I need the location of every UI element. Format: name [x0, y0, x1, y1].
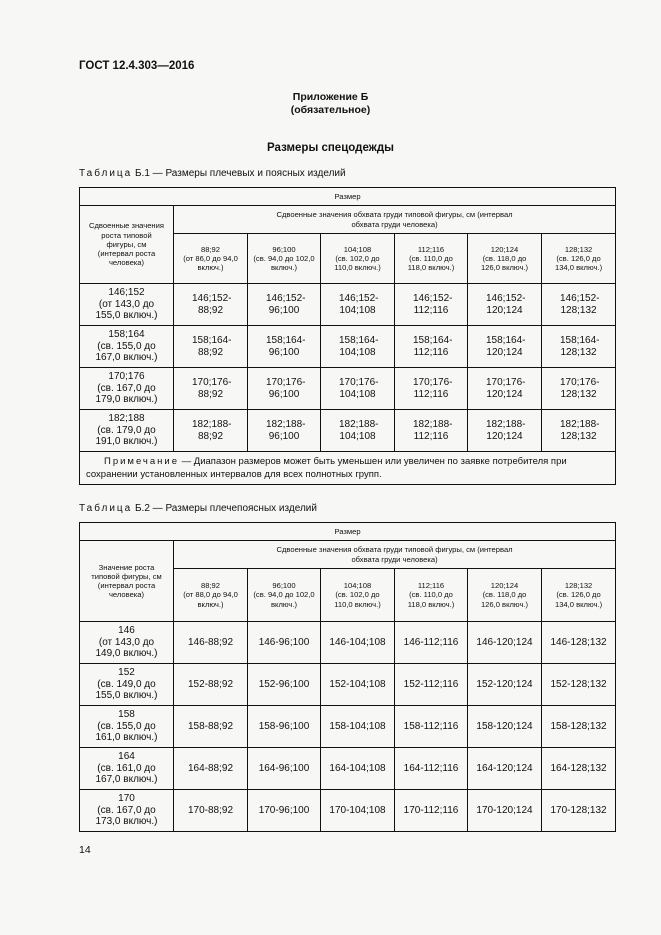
table2-cell: 164-120;124: [468, 748, 542, 790]
table2-cell: 152-120;124: [468, 664, 542, 706]
table2-cell: 152-128;132: [542, 664, 616, 706]
table2-row: [80, 622, 616, 664]
column-range: (св. 102,0 до 110,0 включ.): [334, 590, 381, 609]
table2-cell: 170-120;124: [468, 790, 542, 832]
table1-body: [80, 188, 616, 485]
row-label-range: (от 143,0 до 155,0 включ.): [95, 298, 158, 322]
table1-cell: 158;164-88;92: [174, 326, 248, 368]
table2-row: [80, 664, 616, 706]
row-label-range: (св. 155,0 до 167,0 включ.): [95, 340, 158, 364]
table2-cell: 164-96;100: [248, 748, 321, 790]
table2-row-label: [80, 664, 174, 706]
table1-header-row: [80, 206, 616, 234]
table1-cell: 170;176-104;108: [321, 368, 395, 410]
table1-cell: 158;164-112;116: [395, 326, 468, 368]
table1-cell: 170;176-120;124: [468, 368, 542, 410]
table2-cell: 158-104;108: [321, 706, 395, 748]
table2-cell: 164-88;92: [174, 748, 248, 790]
column-range: (св. 102,0 до 110,0 включ.): [334, 253, 381, 273]
table2-cell: 146-112;116: [395, 622, 468, 664]
table1-cell: 146;152-104;108: [321, 284, 395, 326]
column-range: (св. 126,0 до 134,0 включ.): [554, 590, 603, 609]
table1-caption: [79, 168, 346, 179]
note-prefix: Примечание: [104, 456, 179, 467]
table1-row-label: [80, 368, 174, 410]
table1-row: [80, 284, 616, 326]
column-value: 96;100: [272, 581, 296, 591]
table1-cell: 182;188-112;116: [395, 410, 468, 452]
row-label-range: (от 143,0 до 149,0 включ.): [95, 636, 158, 660]
column-range: (от 88,0 до 94,0 включ.): [183, 590, 238, 609]
column-range: (св. 110,0 до 118,0 включ.): [407, 590, 455, 609]
table1-column-group-header: Сдвоенные значения обхвата груди типовой фигуры, см (интервал обхвата груди человека): [174, 206, 616, 234]
table1-cell: 182;188-128;132: [542, 410, 616, 452]
table2-row-label: [80, 622, 174, 664]
table1-caption-prefix: Таблица: [79, 168, 133, 179]
row-label-range: (св. 149,0 до 155,0 включ.): [95, 678, 158, 702]
table2-column-header: [174, 569, 248, 622]
column-range: (св. 110,0 до 118,0 включ.): [407, 253, 455, 273]
column-value: 120;124: [490, 581, 519, 591]
table1-cell: 170;176-96;100: [248, 368, 321, 410]
table1-column-header: [468, 234, 542, 284]
table1-note: [80, 452, 616, 485]
table2-column-header: [395, 569, 468, 622]
table1-row: [80, 410, 616, 452]
table2-caption-text: Б.2 — Размеры плечепоясных изделий: [132, 503, 317, 514]
table1-row-label: [80, 326, 174, 368]
table1-column-header: [174, 234, 248, 284]
table1-cell: 182;188-104;108: [321, 410, 395, 452]
annex-subtitle: (обязательное): [290, 104, 371, 116]
table1: [79, 187, 616, 485]
table1-cell: 146;152-120;124: [468, 284, 542, 326]
table2: [79, 522, 616, 832]
row-label-value: 146: [118, 625, 135, 637]
table2-cell: 170-112;116: [395, 790, 468, 832]
column-value: 128;132: [564, 581, 593, 591]
table2-column-header: [321, 569, 395, 622]
table2-caption: [79, 503, 317, 514]
table2-row: [80, 748, 616, 790]
table1-cell: 146;152-96;100: [248, 284, 321, 326]
row-label-range: (св. 167,0 до 179,0 включ.): [95, 382, 158, 406]
column-value: 120;124: [490, 244, 519, 254]
table1-cell: 158;164-96;100: [248, 326, 321, 368]
table2-cell: 146-120;124: [468, 622, 542, 664]
table1-cell: 182;188-88;92: [174, 410, 248, 452]
table1-cell: 146;152-112;116: [395, 284, 468, 326]
table1-caption-text: Б.1 — Размеры плечевых и поясных изделий: [132, 168, 346, 179]
table2-cell: 164-104;108: [321, 748, 395, 790]
table1-cell: 170;176-88;92: [174, 368, 248, 410]
note-text: — Диапазон размеров может быть уменьшен или увеличен по заявке потребителя при сохранении установленных интервалов для всех полнотных групп.: [86, 456, 567, 480]
table2-column-header: [248, 569, 321, 622]
table1-cell: 182;188-120;124: [468, 410, 542, 452]
table2-cell: 164-112;116: [395, 748, 468, 790]
page-number: 14: [79, 844, 91, 856]
table2-column-header: [542, 569, 616, 622]
table1-column-header: [248, 234, 321, 284]
table1-column-header: [395, 234, 468, 284]
table1-cell: 146;152-88;92: [174, 284, 248, 326]
table2-cell: 152-112;116: [395, 664, 468, 706]
table1-column-header: [321, 234, 395, 284]
column-range: (св. 118,0 до 126,0 включ.): [480, 590, 529, 609]
row-label-value: 170;176: [108, 371, 145, 383]
column-range: (св. 94,0 до 102,0 включ.): [253, 590, 315, 609]
table2-row: [80, 706, 616, 748]
column-value: 112;116: [417, 244, 445, 254]
row-label-range: (св. 167,0 до 173,0 включ.): [95, 804, 158, 828]
table2-body: [80, 523, 616, 832]
column-value: 96;100: [272, 244, 296, 254]
table1-cell: 158;164-120;124: [468, 326, 542, 368]
row-label-value: 158;164: [108, 329, 145, 341]
column-range: (св. 118,0 до 126,0 включ.): [480, 253, 529, 273]
table1-cell: 158;164-104;108: [321, 326, 395, 368]
table2-cell: 146-128;132: [542, 622, 616, 664]
table1-cell: 170;176-128;132: [542, 368, 616, 410]
row-label-range: (св. 161,0 до 167,0 включ.): [95, 762, 158, 786]
table2-cell: 152-96;100: [248, 664, 321, 706]
table2-cell: 164-128;132: [542, 748, 616, 790]
row-label-value: 152: [118, 667, 135, 679]
row-label-value: 170: [118, 793, 135, 805]
column-value: 104;108: [343, 581, 372, 591]
row-label-value: 146;152: [108, 287, 145, 299]
column-range: (от 86,0 до 94,0 включ.): [183, 253, 238, 273]
table2-cell: 158-88;92: [174, 706, 248, 748]
table1-row-header: Сдвоенные значения роста типовой фигуры, см (интервал роста человека): [80, 206, 174, 284]
table2-row: [80, 790, 616, 832]
table2-cell: 170-96;100: [248, 790, 321, 832]
table1-cell: 182;188-96;100: [248, 410, 321, 452]
row-label-value: 182;188: [108, 413, 145, 425]
column-value: 88;92: [200, 244, 220, 254]
table2-header-row: [80, 541, 616, 569]
column-value: 112;116: [417, 581, 445, 591]
column-range: (св. 94,0 до 102,0 включ.): [253, 253, 315, 273]
table1-cell: 158;164-128;132: [542, 326, 616, 368]
table2-column-group-header: Сдвоенные значения обхвата груди типовой фигуры, см (интервал обхвата груди человека): [174, 541, 616, 569]
table1-note-row: [80, 452, 616, 485]
table1-cell: 146;152-128;132: [542, 284, 616, 326]
table2-row-label: [80, 748, 174, 790]
table2-caption-prefix: Таблица: [79, 503, 133, 514]
table2-row-label: [80, 706, 174, 748]
table2-row-header: Значение роста типовой фигуры, см (интервал роста человека): [80, 541, 174, 622]
column-range: (св. 126,0 до 134,0 включ.): [554, 253, 603, 273]
annex-heading: [0, 91, 661, 117]
column-value: 88;92: [200, 581, 220, 591]
table2-row-label: [80, 790, 174, 832]
table2-cell: 146-104;108: [321, 622, 395, 664]
table2-cell: 158-128;132: [542, 706, 616, 748]
column-value: 128;132: [564, 244, 593, 254]
annex-title: Приложение Б: [292, 91, 369, 103]
table2-cell: 158-120;124: [468, 706, 542, 748]
section-title: Размеры спецодежды: [267, 142, 394, 154]
table2-cell: 158-96;100: [248, 706, 321, 748]
table1-row-label: [80, 284, 174, 326]
row-label-range: (св. 179,0 до 191,0 включ.): [95, 424, 158, 448]
table2-cell: 158-112;116: [395, 706, 468, 748]
table1-row-label: [80, 410, 174, 452]
table2-cell: 170-104;108: [321, 790, 395, 832]
table1-row: [80, 326, 616, 368]
table1-row: [80, 368, 616, 410]
table2-group-header: Размер: [80, 523, 616, 541]
row-label-range: (св. 155,0 до 161,0 включ.): [95, 720, 158, 744]
table2-cell: 170-128;132: [542, 790, 616, 832]
document-code: ГОСТ 12.4.303—2016: [79, 60, 195, 72]
table2-header-row: [80, 523, 616, 541]
table2-cell: 146-96;100: [248, 622, 321, 664]
table2-cell: 152-104;108: [321, 664, 395, 706]
row-label-value: 164: [118, 751, 135, 763]
column-value: 104;108: [343, 244, 372, 254]
row-label-value: 158: [118, 709, 135, 721]
table1-cell: 170;176-112;116: [395, 368, 468, 410]
table2-column-header: [468, 569, 542, 622]
table2-cell: 170-88;92: [174, 790, 248, 832]
table1-column-header: [542, 234, 616, 284]
table2-cell: 146-88;92: [174, 622, 248, 664]
table1-header-row: [80, 188, 616, 206]
table1-group-header: Размер: [80, 188, 616, 206]
table2-cell: 152-88;92: [174, 664, 248, 706]
